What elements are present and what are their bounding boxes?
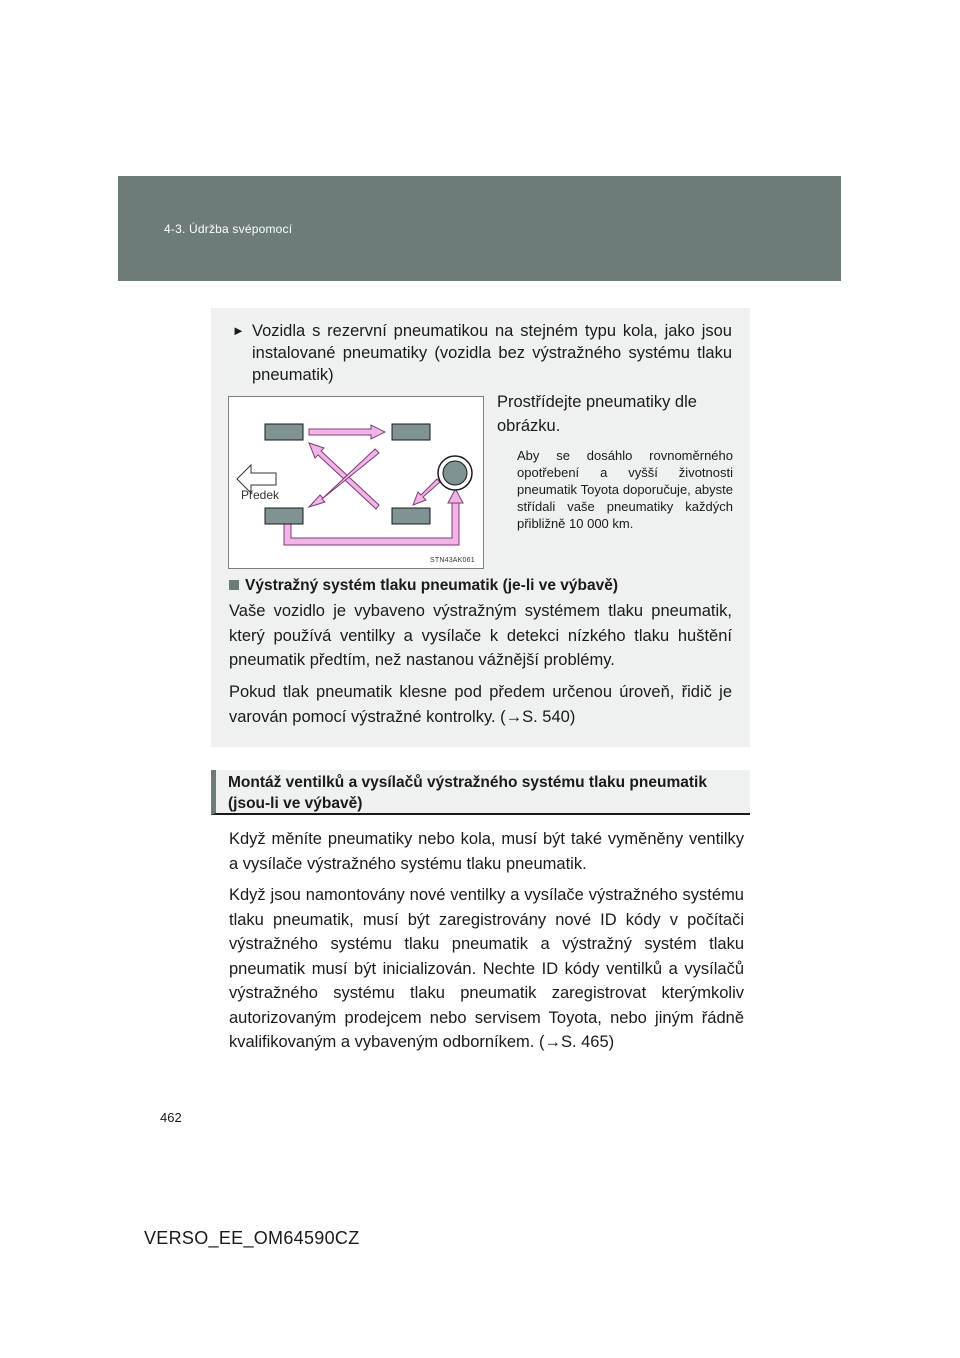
valves-paragraph-2: Když jsou namontovány nové ventilky a vysílače výstražného systému tlaku pneumatik, musí být zaregistrovány nové ID kódy v počítači výstražného systému tlaku pneumatik a výstražný systém tlaku pneumatik musí být inicializován. Nechte ID kódy ventilků a vysílačů výstražného systému tlaku pneumatik zaregistrovat kterýmkoliv autorizovaným prodejcem nebo servisem Toyota, nebo jiným řádně kvalifikovaným a vybaveným odborníkem. (→S. 465) [229,886,744,1051]
tpms-paragraph-2: Pokud tlak pneumatik klesne pod předem určenou úroveň, řidič je varován pomocí výstražné kontrolky. (→S. 540) [229,683,732,726]
tire-rotation-diagram [229,397,483,568]
rotation-instruction: Prostřídejte pneumatiky dle obrázku. [497,393,697,435]
bullet-item [232,320,732,386]
tire-rear-left-icon [265,508,303,524]
tire-front-right-icon [392,424,430,440]
valves-paragraph-1: Když měníte pneumatiky nebo kola, musí být také vyměněny ventilky a vysílače výstražného systému tlaku pneumatik. [229,830,744,873]
section-heading-box [211,770,750,815]
bullet-arrow-icon: ► [232,323,245,338]
loop-arrow-head [448,489,463,503]
tire-front-left-icon [265,424,303,440]
tpms-heading [229,577,618,595]
spare-tire-icon [438,456,472,490]
spare-arrow [413,479,440,505]
page-number: 462 [160,1110,182,1125]
front-arrow [309,425,385,439]
bullet-text: Vozidla s rezervní pneumatikou na stejném typu kola, jako jsou instalované pneumatiky (vozidla bez výstražného systému tlaku pneumatik) [252,322,732,384]
front-label: Předek [241,488,280,502]
square-bullet-icon [229,580,239,590]
tpms-paragraph-1: Vaše vozidlo je vybaveno výstražným systémem tlaku pneumatik, který používá ventilky a vysílače k detekci nízkého tlaku huštění pneumatik předtím, než nastanou vážnější problémy. [229,602,732,669]
tire-rotation-figure [228,396,484,569]
valves-heading: Montáž ventilků a vysílačů výstražného systému tlaku pneumatik (jsou-li ve výbavě) [228,774,707,812]
document-id: VERSO_EE_OM64590CZ [144,1228,360,1248]
rotation-note: Aby se dosáhlo rovnoměrného opotřebení a vyšší životnosti pneumatik Toyota doporučuje, abyste střídali vaše pneumatiky každých přibližně 10 000 km. [517,448,733,531]
figure-code: STN43AK061 [430,557,475,564]
section-title: 4-3. Údržba svépomocí [164,222,293,236]
tire-rear-right-icon [392,508,430,524]
tpms-heading-text: Výstražný systém tlaku pneumatik (je-li ve výbavě) [245,577,619,594]
